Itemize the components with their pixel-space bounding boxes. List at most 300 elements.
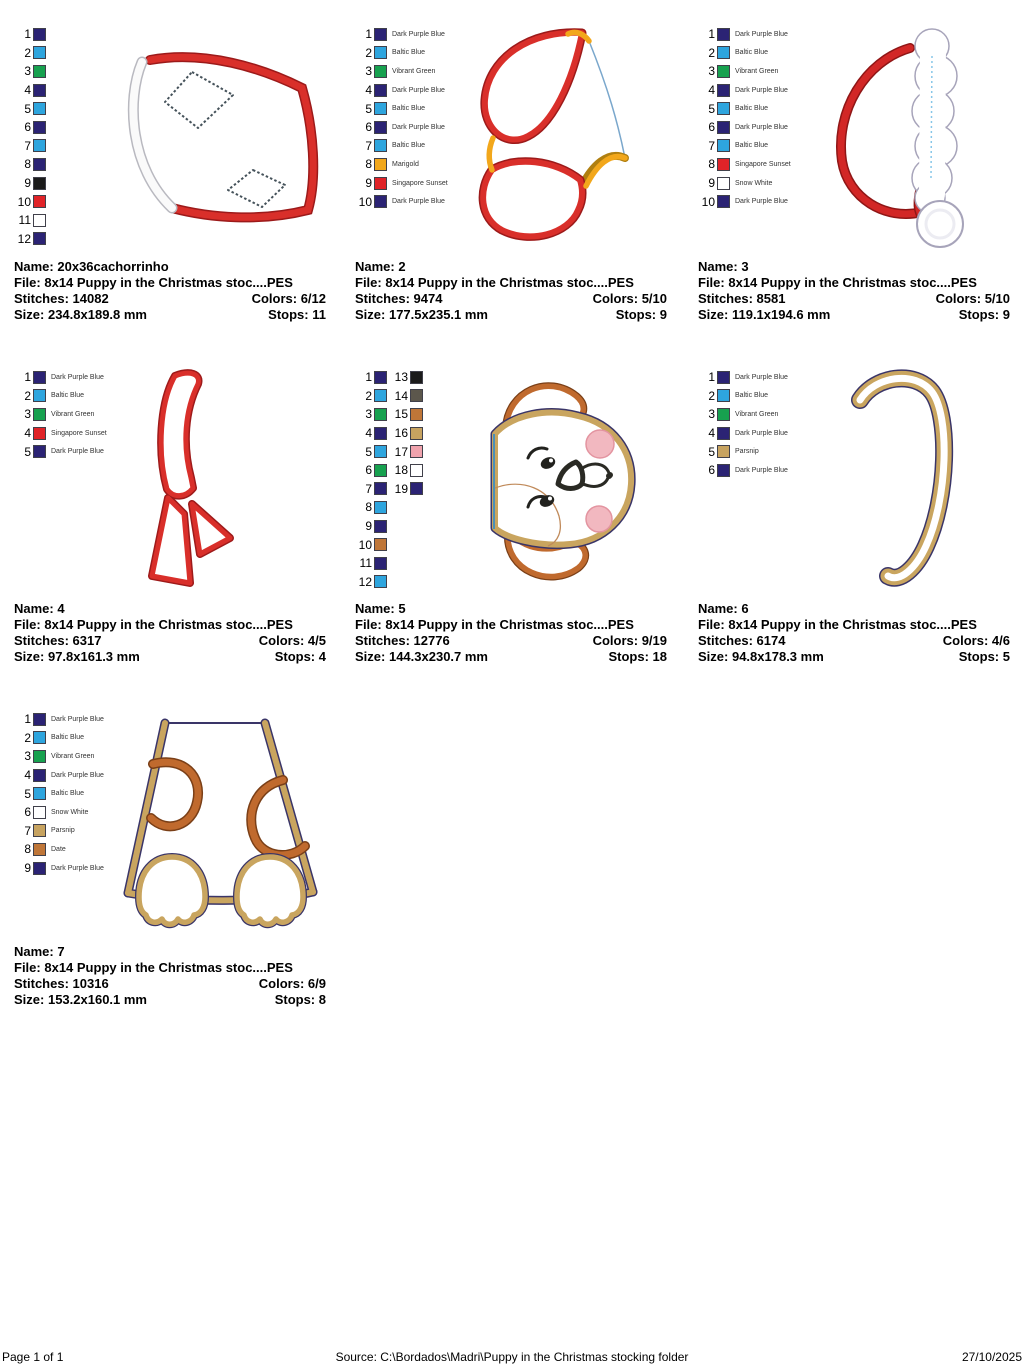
design-info-7 (14, 944, 326, 1008)
color-swatch-row (698, 118, 791, 137)
swatch-color-box (374, 427, 387, 440)
color-swatch-row (391, 368, 427, 387)
swatch-color-box (374, 195, 387, 208)
print-date: 27/10/2025 (961, 1350, 1022, 1364)
swatch-color-label: Parsnip (51, 827, 75, 835)
swatch-color-box (374, 158, 387, 171)
swatch-number: 5 (365, 101, 372, 116)
color-swatch-row (698, 368, 788, 387)
swatch-number: 16 (394, 426, 408, 441)
source-path: Source: C:\Bordados\Madri\Puppy in the Christmas stocking folder (335, 1350, 689, 1364)
swatch-color-box (33, 139, 46, 152)
color-swatch-row (391, 461, 427, 480)
swatch-color-box (717, 427, 730, 440)
color-swatch-row (14, 192, 46, 211)
swatch-color-box (374, 408, 387, 421)
design-stops: 4 (318, 649, 326, 664)
swatch-color-box (374, 177, 387, 190)
swatch-number: 5 (708, 444, 715, 459)
swatch-color-label: Baltic Blue (51, 790, 85, 798)
color-swatch-row (698, 99, 791, 118)
design-colors: 5/10 (641, 291, 667, 306)
color-swatch-row (698, 424, 788, 443)
swatch-number: 5 (24, 101, 31, 116)
file-label: File: (355, 617, 382, 632)
color-swatch-row (14, 155, 46, 174)
swatch-number: 1 (365, 370, 372, 385)
design-info-2 (355, 259, 667, 323)
color-swatch-row (14, 822, 104, 841)
stitches-colors-line (14, 291, 326, 307)
swatch-color-label: Baltic Blue (735, 392, 769, 400)
swatch-color-label: Baltic Blue (735, 105, 769, 113)
stitches-label: Stitches: (698, 633, 753, 648)
swatch-color-label: Dark Purple Blue (51, 715, 104, 723)
color-legend-4 (14, 368, 107, 461)
design-colors: 6/9 (307, 976, 326, 991)
color-swatch-row (14, 99, 46, 118)
color-swatch-row (698, 44, 791, 63)
design-stitches: 9474 (413, 291, 443, 306)
swatch-number: 3 (24, 407, 31, 422)
swatch-number: 5 (365, 444, 372, 459)
swatch-color-label: Vibrant Green (392, 67, 436, 75)
swatch-number: 2 (365, 45, 372, 60)
name-label: Name: (14, 944, 54, 959)
swatch-color-box (33, 806, 46, 819)
swatch-number: 3 (365, 407, 372, 422)
swatch-color-label: Dark Purple Blue (51, 771, 104, 779)
swatch-number: 4 (708, 426, 715, 441)
swatch-number: 17 (394, 444, 408, 459)
swatch-color-label: Singapore Sunset (51, 429, 107, 437)
swatch-color-label: Baltic Blue (51, 392, 85, 400)
color-swatch-row (14, 710, 104, 729)
swatch-color-label: Dark Purple Blue (735, 198, 788, 206)
name-label: Name: (14, 601, 54, 616)
design-colors: 9/19 (641, 633, 667, 648)
swatch-color-box (717, 158, 730, 171)
swatch-number: 19 (394, 481, 408, 496)
swatch-color-label: Baltic Blue (735, 142, 769, 150)
color-swatch-row (355, 554, 391, 573)
swatch-number: 3 (24, 64, 31, 79)
name-label: Name: (698, 259, 738, 274)
design-size: 97.8x161.3 mm (47, 649, 140, 664)
swatch-number: 8 (24, 842, 31, 857)
color-swatch-row (14, 230, 46, 249)
design-stitches: 8581 (756, 291, 786, 306)
file-label: File: (698, 275, 725, 290)
file-label: File: (14, 960, 41, 975)
swatch-color-box (33, 371, 46, 384)
swatch-number: 9 (708, 176, 715, 191)
color-swatch-row (698, 174, 791, 193)
swatch-color-box (717, 65, 730, 78)
swatch-color-box (374, 46, 387, 59)
swatch-color-box (374, 371, 387, 384)
swatch-color-label: Vibrant Green (735, 410, 779, 418)
page-footer (0, 1350, 1024, 1368)
color-swatch-row (355, 155, 448, 174)
swatch-color-box (374, 538, 387, 551)
swatch-number: 4 (365, 83, 372, 98)
design-name: 7 (57, 944, 65, 959)
swatch-color-label: Dark Purple Blue (735, 30, 788, 38)
name-label: Name: (698, 601, 738, 616)
color-swatch-row (698, 461, 788, 480)
stitches-label: Stitches: (698, 291, 753, 306)
swatch-number: 13 (394, 370, 408, 385)
swatch-number: 1 (365, 27, 372, 42)
swatch-number: 8 (24, 157, 31, 172)
color-swatch-row (14, 424, 107, 443)
design-file: 8x14 Puppy in the Christmas stoc....PES (385, 617, 634, 632)
stitches-label: Stitches: (355, 291, 410, 306)
swatch-number: 3 (24, 749, 31, 764)
swatch-number: 5 (24, 786, 31, 801)
swatch-color-box (33, 731, 46, 744)
color-swatch-row (14, 803, 104, 822)
design-name: 20x36cachorrinho (57, 259, 169, 274)
size-label: Size: (355, 307, 386, 322)
swatch-color-box (33, 46, 46, 59)
swatch-number: 15 (394, 407, 408, 422)
swatch-number: 7 (24, 823, 31, 838)
swatch-color-label: Singapore Sunset (735, 160, 791, 168)
color-swatch-row (355, 387, 391, 406)
color-swatch-row (14, 405, 107, 424)
color-swatch-row (14, 211, 46, 230)
swatch-color-box (33, 862, 46, 875)
design-stops: 9 (659, 307, 667, 322)
design-stops: 18 (652, 649, 667, 664)
color-swatch-row (14, 137, 46, 156)
swatch-color-box (33, 84, 46, 97)
color-swatch-row (355, 461, 391, 480)
swatch-number: 3 (365, 64, 372, 79)
color-swatch-row (698, 405, 788, 424)
swatch-color-box (33, 177, 46, 190)
color-swatch-row (14, 387, 107, 406)
design-stitches: 6317 (72, 633, 102, 648)
swatch-number: 1 (24, 370, 31, 385)
swatch-color-box (374, 389, 387, 402)
file-label: File: (355, 275, 382, 290)
swatch-number: 9 (365, 176, 372, 191)
swatch-color-box (33, 195, 46, 208)
swatch-number: 4 (24, 426, 31, 441)
color-swatch-row (355, 25, 448, 44)
swatch-color-label: Dark Purple Blue (735, 373, 788, 381)
swatch-number: 9 (365, 519, 372, 534)
swatch-color-box (374, 102, 387, 115)
swatch-color-label: Dark Purple Blue (51, 448, 104, 456)
color-swatch-row (355, 424, 391, 443)
swatch-color-box (33, 787, 46, 800)
color-swatch-row (14, 174, 46, 193)
color-legend-7 (14, 710, 104, 877)
swatch-color-box (374, 464, 387, 477)
page-number: Page 1 of 1 (2, 1350, 64, 1364)
color-swatch-row (14, 766, 104, 785)
color-legend-5 (355, 368, 427, 592)
color-swatch-row (355, 81, 448, 100)
design-file: 8x14 Puppy in the Christmas stoc....PES (44, 960, 293, 975)
swatch-color-box (33, 408, 46, 421)
color-swatch-row (698, 81, 791, 100)
swatch-color-box (410, 371, 423, 384)
name-label: Name: (355, 259, 395, 274)
swatch-number: 1 (24, 27, 31, 42)
swatch-color-label: Dark Purple Blue (735, 123, 788, 131)
design-stops: 11 (312, 307, 326, 322)
name-label: Name: (14, 259, 54, 274)
size-label: Size: (698, 649, 729, 664)
stops-label: Stops: (274, 649, 316, 664)
color-swatch-row (355, 368, 391, 387)
swatch-number: 6 (365, 120, 372, 135)
design-file: 8x14 Puppy in the Christmas stoc....PES (728, 275, 977, 290)
stops-label: Stops: (268, 307, 309, 322)
stitches-label: Stitches: (355, 633, 410, 648)
swatch-color-box (717, 177, 730, 190)
design-stitches: 14082 (72, 291, 109, 306)
color-swatch-row (355, 192, 448, 211)
preview-puppy-body (115, 702, 335, 942)
swatch-color-label: Dark Purple Blue (735, 86, 788, 94)
color-legend-3 (698, 25, 791, 211)
size-label: Size: (14, 992, 45, 1007)
color-swatch-row (698, 192, 791, 211)
color-swatch-row (14, 44, 46, 63)
color-swatch-row (355, 517, 391, 536)
swatch-color-label: Dark Purple Blue (735, 429, 788, 437)
swatch-number: 2 (365, 388, 372, 403)
swatch-number: 2 (24, 45, 31, 60)
swatch-number: 4 (24, 83, 31, 98)
color-swatch-row (391, 387, 427, 406)
design-info-5 (355, 601, 667, 665)
swatch-color-box (33, 158, 46, 171)
design-stitches: 6174 (756, 633, 786, 648)
swatch-number: 7 (708, 138, 715, 153)
swatch-number: 6 (365, 463, 372, 478)
swatch-color-box (33, 750, 46, 763)
swatch-color-label: Dark Purple Blue (392, 198, 445, 206)
swatch-color-box (410, 482, 423, 495)
swatch-number: 10 (701, 194, 715, 209)
preview-stocking-cuff (110, 50, 325, 250)
color-swatch-row (355, 535, 391, 554)
color-swatch-row (355, 174, 448, 193)
swatch-color-box (374, 65, 387, 78)
color-swatch-row (355, 137, 448, 156)
swatch-color-label: Snow White (51, 808, 89, 816)
swatch-color-box (374, 520, 387, 533)
preview-stocking-heel-toe (470, 28, 645, 250)
color-swatch-row (355, 480, 391, 499)
design-file: 8x14 Puppy in the Christmas stoc....PES (44, 275, 293, 290)
swatch-color-box (33, 843, 46, 856)
swatch-color-box (717, 84, 730, 97)
swatch-number: 1 (708, 370, 715, 385)
stops-label: Stops: (958, 649, 1000, 664)
design-name: 6 (741, 601, 749, 616)
file-label: File: (698, 617, 725, 632)
swatch-number: 7 (24, 138, 31, 153)
stops-label: Stops: (615, 307, 657, 322)
color-swatch-row (14, 25, 46, 44)
color-legend-2 (355, 25, 448, 211)
swatch-color-box (33, 824, 46, 837)
colors-label: Colors: (251, 291, 298, 306)
swatch-color-box (374, 28, 387, 41)
stitches-label: Stitches: (14, 976, 69, 991)
color-swatch-row (355, 99, 448, 118)
design-file: 8x14 Puppy in the Christmas stoc....PES (728, 617, 977, 632)
color-swatch-row (14, 368, 107, 387)
swatch-color-label: Baltic Blue (735, 49, 769, 57)
swatch-number: 5 (24, 444, 31, 459)
preview-santa-hat (830, 26, 980, 254)
swatch-color-box (374, 482, 387, 495)
swatch-color-box (717, 445, 730, 458)
swatch-number: 10 (17, 194, 31, 209)
swatch-number: 2 (24, 730, 31, 745)
swatch-color-box (717, 102, 730, 115)
swatch-color-box (33, 214, 46, 227)
design-name: 5 (398, 601, 406, 616)
color-swatch-row (698, 387, 788, 406)
color-swatch-row (698, 442, 788, 461)
swatch-color-label: Vibrant Green (735, 67, 779, 75)
color-swatch-row (14, 840, 104, 859)
swatch-number: 8 (365, 500, 372, 515)
design-colors: 6/12 (300, 291, 326, 306)
design-size: 153.2x160.1 mm (47, 992, 147, 1007)
swatch-color-box (33, 713, 46, 726)
swatch-number: 7 (365, 138, 372, 153)
design-info-3 (698, 259, 1010, 323)
color-swatch-row (355, 573, 391, 592)
color-swatch-row (14, 859, 104, 878)
stitches-label: Stitches: (14, 633, 69, 648)
swatch-color-box (374, 445, 387, 458)
swatch-color-box (717, 121, 730, 134)
swatch-color-box (33, 445, 46, 458)
swatch-color-box (374, 121, 387, 134)
design-stitches: 10316 (72, 976, 109, 991)
swatch-color-box (33, 28, 46, 41)
swatch-number: 4 (24, 768, 31, 783)
color-swatch-row (14, 62, 46, 81)
colors-label: Colors: (592, 291, 639, 306)
design-info-1 (14, 259, 326, 323)
swatch-number: 2 (708, 45, 715, 60)
swatch-color-label: Dark Purple Blue (392, 30, 445, 38)
size-label: Size: (14, 307, 45, 322)
design-colors: 4/6 (991, 633, 1010, 648)
colors-label: Colors: (258, 976, 305, 991)
color-swatch-row (14, 442, 107, 461)
color-swatch-row (391, 442, 427, 461)
swatch-color-box (410, 408, 423, 421)
swatch-color-label: Snow White (735, 179, 773, 187)
swatch-number: 9 (24, 176, 31, 191)
colors-label: Colors: (258, 633, 305, 648)
color-swatch-row (698, 62, 791, 81)
design-name: 4 (57, 601, 65, 616)
color-legend-6 (698, 368, 788, 480)
swatch-color-box (410, 389, 423, 402)
swatch-color-box (374, 557, 387, 570)
swatch-color-box (33, 427, 46, 440)
swatch-color-label: Dark Purple Blue (735, 466, 788, 474)
swatch-number: 4 (365, 426, 372, 441)
swatch-color-box (410, 427, 423, 440)
design-file: 8x14 Puppy in the Christmas stoc....PES (44, 617, 293, 632)
design-size: 144.3x230.7 mm (388, 649, 488, 664)
swatch-number: 6 (708, 120, 715, 135)
color-swatch-row (355, 44, 448, 63)
color-swatch-row (355, 62, 448, 81)
name-label: Name: (355, 601, 395, 616)
design-info-6 (698, 601, 1010, 665)
swatch-number: 4 (708, 83, 715, 98)
swatch-color-box (717, 371, 730, 384)
swatch-color-box (717, 195, 730, 208)
color-swatch-row (698, 25, 791, 44)
size-label: Size: (698, 307, 729, 322)
design-size: 177.5x235.1 mm (388, 307, 488, 322)
swatch-number: 5 (708, 101, 715, 116)
swatch-color-box (374, 575, 387, 588)
color-swatch-row (391, 424, 427, 443)
swatch-color-box (717, 28, 730, 41)
swatch-color-box (410, 445, 423, 458)
swatch-color-box (33, 121, 46, 134)
design-stops: 8 (318, 992, 326, 1007)
color-swatch-row (355, 405, 391, 424)
swatch-color-box (717, 408, 730, 421)
swatch-color-label: Vibrant Green (51, 410, 95, 418)
design-size: 234.8x189.8 mm (47, 307, 147, 322)
file-label: File: (14, 275, 41, 290)
swatch-color-label: Dark Purple Blue (51, 373, 104, 381)
color-swatch-row (14, 81, 46, 100)
swatch-number: 6 (24, 805, 31, 820)
color-swatch-row (355, 118, 448, 137)
swatch-color-box (33, 769, 46, 782)
file-line (14, 275, 326, 291)
swatch-color-box (33, 232, 46, 245)
swatch-color-label: Parsnip (735, 448, 759, 456)
swatch-color-box (374, 84, 387, 97)
color-swatch-row (355, 442, 391, 461)
design-stops: 5 (1002, 649, 1010, 664)
swatch-color-label: Baltic Blue (51, 734, 85, 742)
stops-label: Stops: (608, 649, 649, 664)
color-swatch-row (14, 747, 104, 766)
swatch-color-label: Vibrant Green (51, 752, 95, 760)
color-swatch-row (355, 498, 391, 517)
swatch-color-box (33, 102, 46, 115)
design-colors: 5/10 (984, 291, 1010, 306)
swatch-color-box (33, 65, 46, 78)
swatch-number: 6 (24, 120, 31, 135)
swatch-color-label: Baltic Blue (392, 105, 426, 113)
